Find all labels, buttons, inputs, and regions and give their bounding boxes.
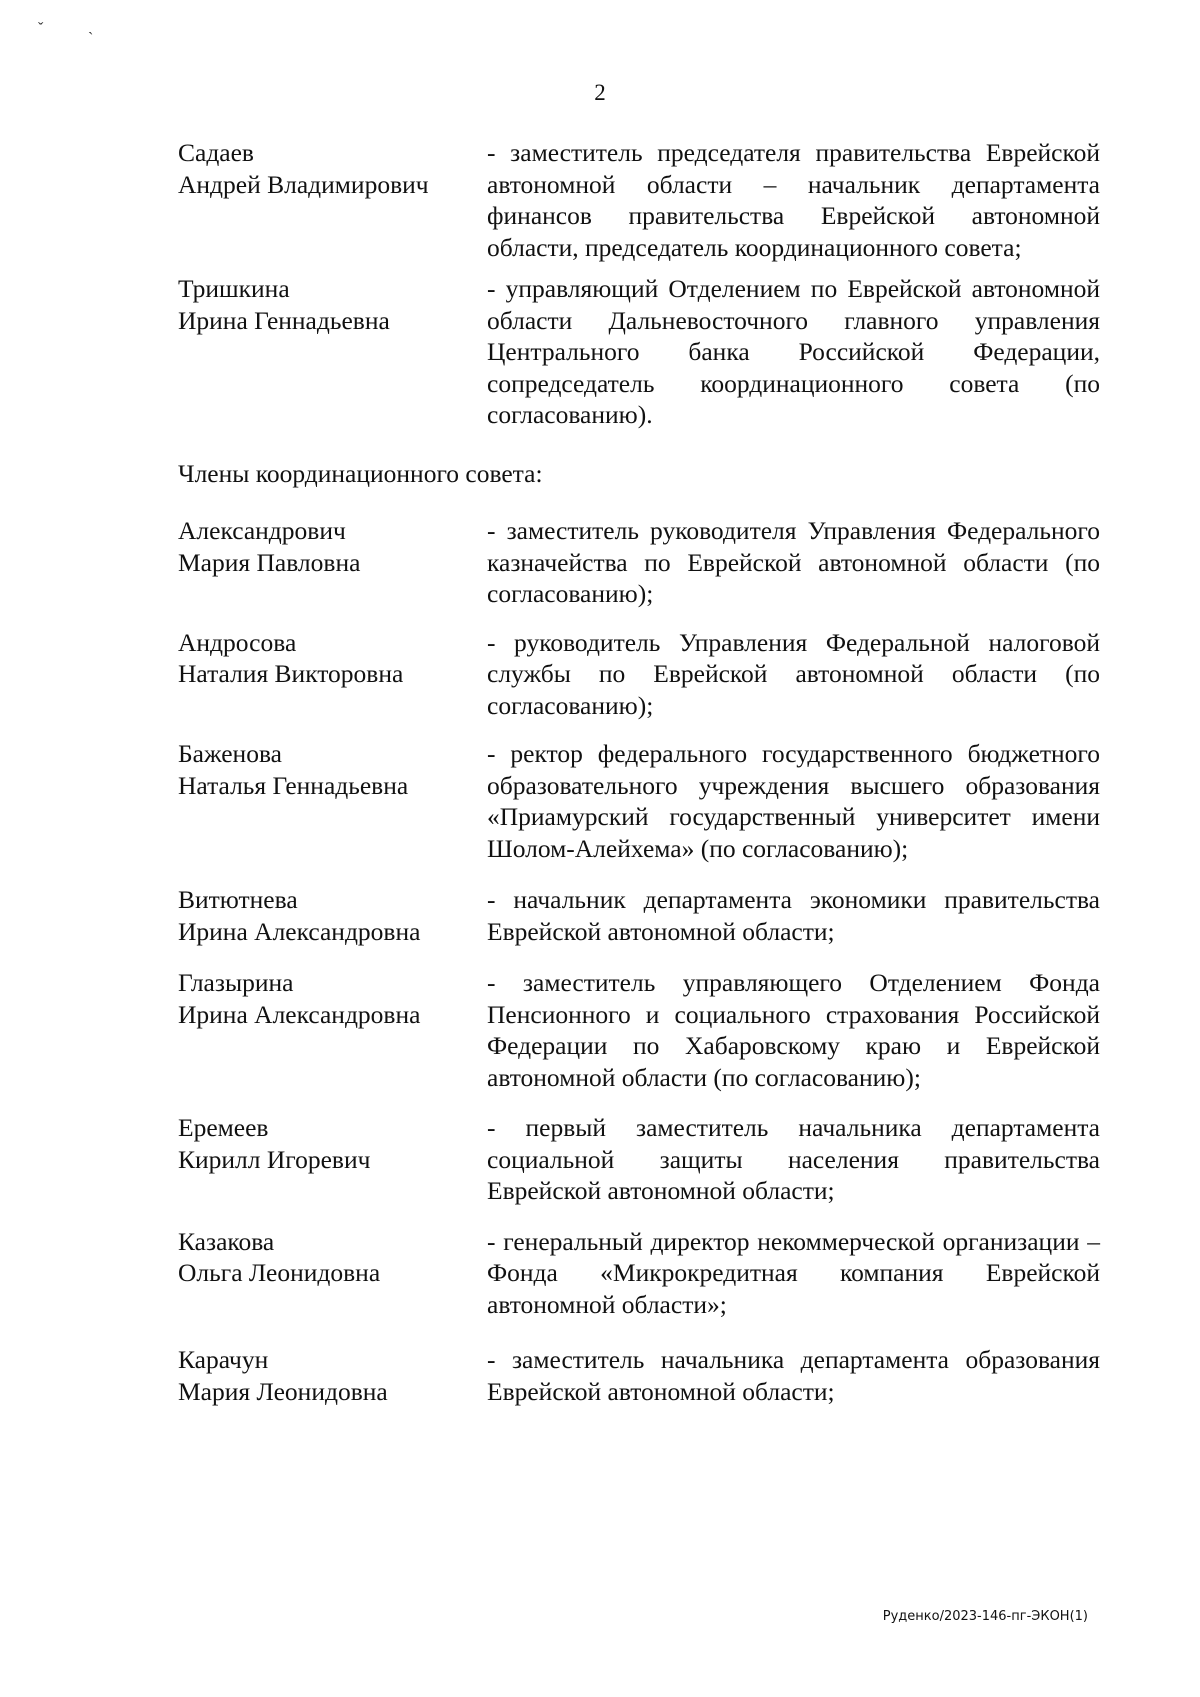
list-item: [178, 1344, 1100, 1407]
person-name: [178, 273, 487, 431]
person-role: - генеральный директор некоммерческой организации – Фонда «Микрокредитная компания Еврейской автономной области»;: [487, 1226, 1100, 1319]
members-heading: Члены координационного совета:: [178, 458, 543, 488]
scan-artifact: ˇ: [38, 20, 44, 37]
given-names: Андрей Владимирович: [178, 169, 429, 199]
person-role: - первый заместитель начальника департамента социальной защиты населения правительства Еврейской автономной области;: [487, 1113, 1100, 1205]
list-item: [178, 627, 1100, 722]
person-role: - заместитель управляющего Отделением Фонда Пенсионного и социального страхования Российской Федерации по Хабаровскому краю и Еврейской автономной области (по согласованию);: [487, 968, 1100, 1092]
person-name: [178, 738, 487, 864]
person-name: [178, 1344, 487, 1407]
given-names: Ирина Геннадьевна: [178, 305, 390, 335]
given-names: Наталья Геннадьевна: [178, 770, 409, 800]
surname: Карачун: [178, 1345, 269, 1374]
person-name: [178, 1112, 487, 1207]
list-item: [178, 1112, 1100, 1207]
list-item: [178, 967, 1100, 1093]
given-names: Мария Павловна: [178, 547, 361, 577]
person-name: [178, 137, 487, 263]
person-role: - заместитель начальника департамента образования Еврейской автономной области;: [487, 1345, 1100, 1406]
given-names: Наталия Викторовна: [178, 659, 404, 688]
person-role: - управляющий Отделением по Еврейской автономной области Дальневосточного главного управления Центрального банка Российской Федерации, сопредседатель координационного совета (по согласованию).: [487, 274, 1100, 429]
list-item: [178, 1226, 1100, 1321]
list-item: [178, 273, 1100, 431]
person-name: [178, 884, 487, 947]
document-body: [178, 125, 1100, 1407]
person-role: - заместитель руководителя Управления Федерального казначейства по Еврейской автономной области (по согласованию);: [487, 516, 1100, 608]
given-names: Кирилл Игоревич: [178, 1144, 371, 1174]
given-names: Ирина Александровна: [178, 999, 421, 1029]
list-item: [178, 884, 1100, 947]
surname: Андросова: [178, 627, 297, 657]
surname: Еремеев: [178, 1113, 269, 1142]
given-names: Ольга Леонидовна: [178, 1258, 381, 1287]
person-role: - ректор федерального государственного бюджетного образовательного учреждения высшего образования «Приамурский государственный университет имени Шолом-Алейхема» (по согласованию);: [487, 739, 1100, 863]
person-name: [178, 967, 487, 1093]
scan-artifact: ˏ: [88, 18, 94, 35]
person-name: [178, 515, 487, 610]
list-item: [178, 738, 1100, 864]
list-item: [178, 137, 1100, 263]
given-names: Ирина Александровна: [178, 916, 421, 946]
surname: Баженова: [178, 739, 282, 768]
surname: Казакова: [178, 1226, 275, 1256]
surname: Витютнева: [178, 885, 298, 914]
list-item: [178, 515, 1100, 610]
surname: Тришкина: [178, 274, 290, 303]
person-name: [178, 627, 487, 722]
page-number: 2: [594, 80, 606, 105]
given-names: Мария Леонидовна: [178, 1376, 388, 1406]
person-name: [178, 1226, 487, 1321]
person-role: - начальник департамента экономики правительства Еврейской автономной области;: [487, 885, 1100, 946]
person-role: - заместитель председателя правительства Еврейской автономной области – начальник департамента финансов правительства Еврейской автономной области, председатель координационного совета;: [487, 138, 1100, 262]
surname: Глазырина: [178, 968, 294, 997]
surname: Александрович: [178, 516, 346, 545]
person-role: - руководитель Управления Федеральной налоговой службы по Еврейской автономной области (по согласованию);: [487, 627, 1100, 720]
document-code: Руденко/2023-146-пг-ЭКОН(1): [882, 1609, 1088, 1624]
surname: Садаев: [178, 138, 254, 167]
